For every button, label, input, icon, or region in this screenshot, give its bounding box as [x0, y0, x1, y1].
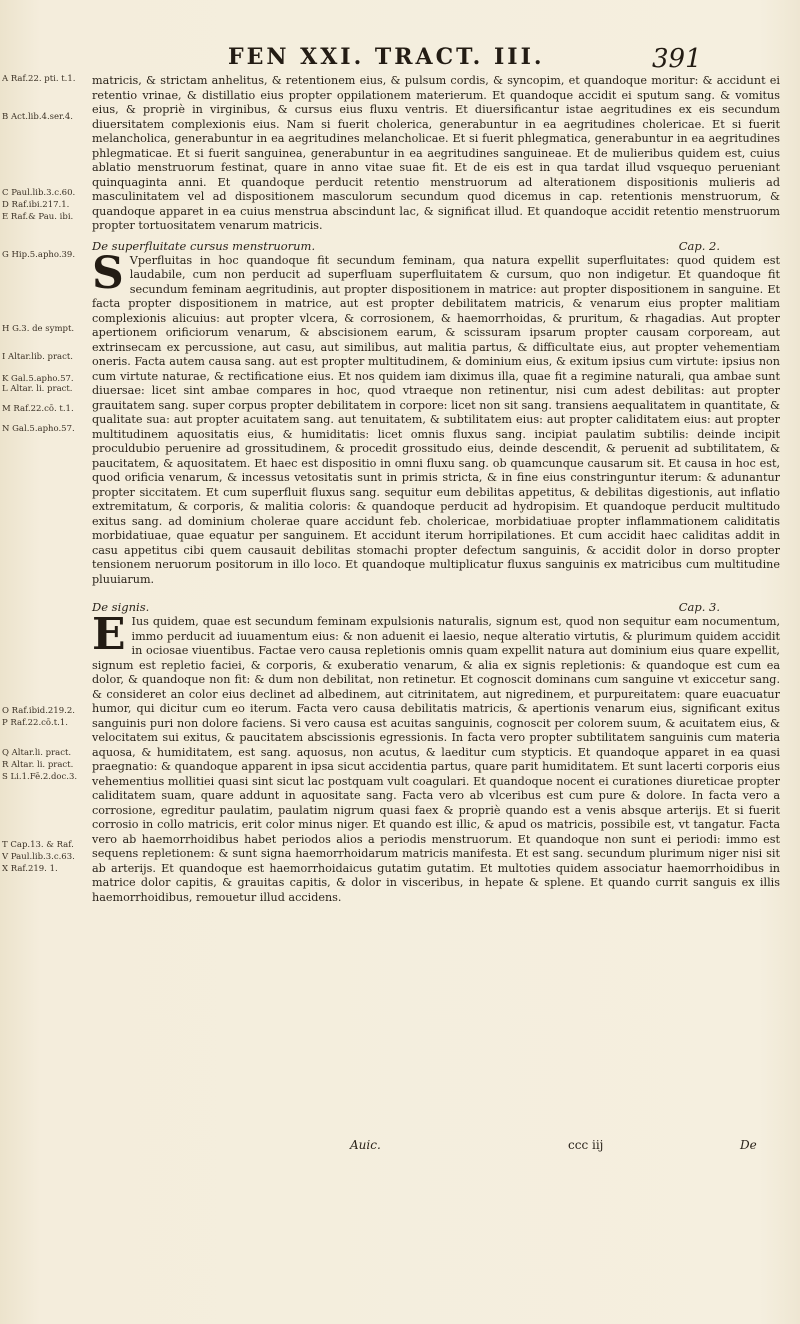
- page-number: 391: [652, 44, 702, 74]
- margin-note: E Raf.& Pau. ibi.: [2, 212, 74, 222]
- margin-note: R Altar. li. pract.: [2, 760, 74, 770]
- paragraph: [92, 609, 780, 905]
- text-body: [92, 74, 780, 905]
- margin-note: T Cap.13. & Raf.: [2, 840, 74, 850]
- margin-note: V Paul.lib.3.c.63.: [2, 852, 75, 862]
- paragraph: [92, 247, 780, 588]
- catchword-bottom: Auic.: [350, 1138, 381, 1152]
- drop-cap: E: [92, 609, 126, 660]
- drop-cap: S: [92, 247, 124, 299]
- margin-note: D Raf.ibi.217.1.: [2, 200, 70, 210]
- margin-note: N Gal.5.apho.57.: [2, 424, 75, 434]
- section-heading: [92, 599, 780, 615]
- margin-note: K Gal.5.apho.57.: [2, 374, 74, 384]
- margin-note: S Li.1.Fē.2.doc.3.: [2, 772, 78, 782]
- section-heading: [92, 238, 780, 254]
- chapter-number: Cap. 3.: [678, 600, 720, 614]
- section-title: De superfluitate cursus menstruorum.: [92, 238, 316, 253]
- margin-note: B Act.lib.4.ser.4.: [2, 112, 73, 122]
- margin-note: A Raf.22. pti. t.1.: [2, 74, 76, 84]
- margin-note: Q Altar.li. pract.: [2, 748, 72, 758]
- margin-note: H G.3. de sympt.: [2, 324, 75, 334]
- margin-note: M Raf.22.cō. t.1.: [2, 404, 74, 414]
- margin-note: L Altar. li. pract.: [2, 384, 73, 394]
- margin-note: G Hip.5.apho.39.: [2, 250, 76, 260]
- margin-note: P Raf.22.cō.t.1.: [2, 718, 68, 728]
- signature-mark: ccc iij: [568, 1138, 604, 1152]
- paragraph-text: Vperfluitas in hoc quandoque fit secundum feminam, qua natura expellit superfluitates: quod quidem est laudabile, cum non perducit ad superfluam superfluitatem & cursum, quo non indigetur. Et quandoque fit secundum feminam aegritudinis, aut propter dispositionem in matrice: aut propter dispositionem in sanguine. Et facta propter dispositionem in matrice, aut est propter debilitatem matricis, & venarum eius propter malitiam complexionis alicuius: aut propter vlcera, & corrosionem, & haemorrhoidas, & pruritum, & rhagadias. Aut propter apertionem orificiorum venarum, & abscisionem earum, & scissuram ipsarum propter causam corpoream, aut extrinsecam ex percussione, aut casu, aut similibus, aut malitia partus, & difficultate eius, aut propter vehementiam oneris. Facta autem causa sang. aut est propter multitudinem, & dominium eius, & exitum ipsius cum virtute: ipsius non cum virtute naturae, & rectificatione eius. Et nos quidem iam diximus illa, quae fit a regimine naturali, qua ambae sunt diuersae: licet sint ambae compares in hoc, quod vtraeque non retinentur, nisi cum adest debilitas: aut propter grauitatem sang. super corpus propter debilitatem in corpore: licet non sit sang. transiens aequalitatem in quantitate, & qualitate sua: aut propter acuitatem sang. aut tenuitatem, & subtilitatem eius: aut propter caliditatem eius: aut propter multitudinem aquositatis eius, & humiditatis: licet omnis fluxus sang. incipiat paulatim subtilis: deinde incipit proculdubio peruenire ad grossitudinem, & procedit grossitudo eius, deinde descendit, & peruenit ad subtilitatem, & paucitatem, & aquositatem. Et haec est dispositio in omni fluxu sang. ob quamcunque causarum sit. Et causa in hoc est, quod orificia venarum, & incessus vetositatis sunt in primis stricta, & in fine eius constringuntur iterum: & adunantur propter siccitatem. Et cum superfluit fluxus sang. sequitur eum debilitas appetitus, & debilitas digestionis, aut inflatio extremitatum, & corporis, & malitia coloris: & quandoque perducit ad hydropisim. Et quandoque perducit multitudo exitus sang. ad dominium cholerae quare accidunt feb. cholericae, morbidatiuae propter inflammationem caliditatis morbidatiuae, quae equatur per sanguinem. Et accidunt iterum horripilationes. Et cum accidit haec caliditas addit in casu appetitus cibi quem causauit debilitas stomachi propter defectum sanguinis, & accidit dolor in dorso propter tensionem neruorum positorum in illo loco. Et quandoque multiplicatur fluxus sanguinis ex matricibus cum multitudine pluuiarum.: [92, 253, 780, 586]
- catchword: De: [740, 1138, 757, 1152]
- paragraph-text: Ius quidem, quae est secundum feminam expulsionis naturalis, signum est, quod non sequitur eam nocumentum, immo perducit ad iuuamentum eius: & non aduenit ei laesio, neque alteratio virtutis, & plurimum quidem accidit in ociosae viuentibus. Factae vero causa repletionis omnis quam expellit natura aut dominium eius quare expellit, signum est repletio faciei, & corporis, & exuberatio venarum, & alia ex signis repletionis: & quandoque est cum ea dolor, & quandoque non fit: & dum non debilitat, non retinetur. Et cognoscit dominans cum sanguine vt exiccetur sang. & consideret an color eius declinet ad albedinem, aut citrinitatem, aut nigredinem, et purpureitatem: quare euacuatur humor, qui dicitur cum eo iterum. Facta vero causa debilitatis matricis, & apertionis venarum eius, significant exitus sanguinis puri non dolore faciens. Si vero causa est acuitas sanguinis, cognoscit per colorem suum, & acuitatem eius, & velocitatem sui exitus, & paucitatem abscissionis egressionis. In facta vero propter subtilitatem sanguinis cum materia aquosa, & humiditatem, est sang. aquosus, non acutus, & laeditur cum stypticis. Et quandoque apparet in ea quasi praegnatio: & quandoque apparent in ipsa sicut accidentia partus, quare parit humiditatem. Et sunt lacerti corporis eius vehementius mollitiei quasi sint sicut lac postquam vult coagulari. Et quandoque nocent ei curationes diureticae propter caliditatem suam, quare addunt in aquositate sang. Facta vero ab vlceribus est cum pure & dolore. In facta vero a corrosione, egreditur paulatim, paulatim nigrum quasi faex & propriè quando est a venis absque arterijs. Et si fuerit corrosio in collo matricis, erit color minus niger. Et quando est illic, & apud os matricis, possibile est, vt tangatur. Facta vero ab haemorrhoidibus habet periodos alios a periodis menstruorum. Et quandoque non sunt ei periodi: immo est sequens repletionem: & sunt signa haemorrhoidarum matricis manifesta. Et est sang. secundum plurimum niger nisi sit ab arterijs. Et quandoque est haemorrhoidaicus gutatim gutatim. Et multoties quidem associatur haemorrhoidibus in matrice dolor capitis, & grauitas capitis, & dolor in visceribus, in hepate & splene. Et quando currit sanguis ex illis haemorrhoidibus, remouetur illud accidens.: [92, 615, 780, 904]
- paragraph: matricis, & strictam anhelitus, & retentionem eius, & pulsum cordis, & syncopim, et quandoque moritur: & accidunt ei retentio vrinae, & distillatio eius propter oppilationem materierum. Et quandoque accidit ei sputum sang. & vomitus eius, & propriè in virginibus, & cursus eius fluxu ventris. Et diuersificantur istae aegritudines ex eis secundum diuersitatem complexionis eius. Nam si fuerit cholerica, generabuntur in ea aegritudines cholericae. Et si fuerit melancholica, generabuntur in ea aegritudines melancholicae. Et si fuerit phlegmatica, generabuntur in ea aegritudines phlegmaticae. Et si fuerit sanguinea, generabuntur in ea aegritudines sanguineae. Et de mulieribus quidem est, cuius ablatio menstruorum festinat, quare in anno vitae suae fit. Et de eis est in qua tardat illud vsquequo perueniant quinquaginta anni. Et quandoque perducit retentio menstruorum ad alterationem dispositionis mulieris ad masculinitatem vel ad dispositionem masculorum secundum quod dicemus in cap. retentionis menstruorum, & quandoque apparet in ea cuius menstrua abscindunt lac, & significat illud. Et quandoque accidit retentio menstruorum propter tortuositatem venarum matricis.: [92, 74, 780, 232]
- margin-notes: [2, 74, 84, 874]
- margin-note: O Raf.ibid.219.2.: [2, 706, 75, 716]
- running-title: FEN XXI. TRACT. III.: [228, 44, 545, 70]
- margin-note: C Paul.lib.3.c.60.: [2, 188, 76, 198]
- chapter-number: Cap. 2.: [678, 238, 720, 253]
- page-footer: [0, 1138, 800, 1158]
- section-title: De signis.: [92, 600, 150, 614]
- margin-note: X Raf.219. 1.: [2, 864, 58, 874]
- margin-note: I Altar.lib. pract.: [2, 352, 73, 362]
